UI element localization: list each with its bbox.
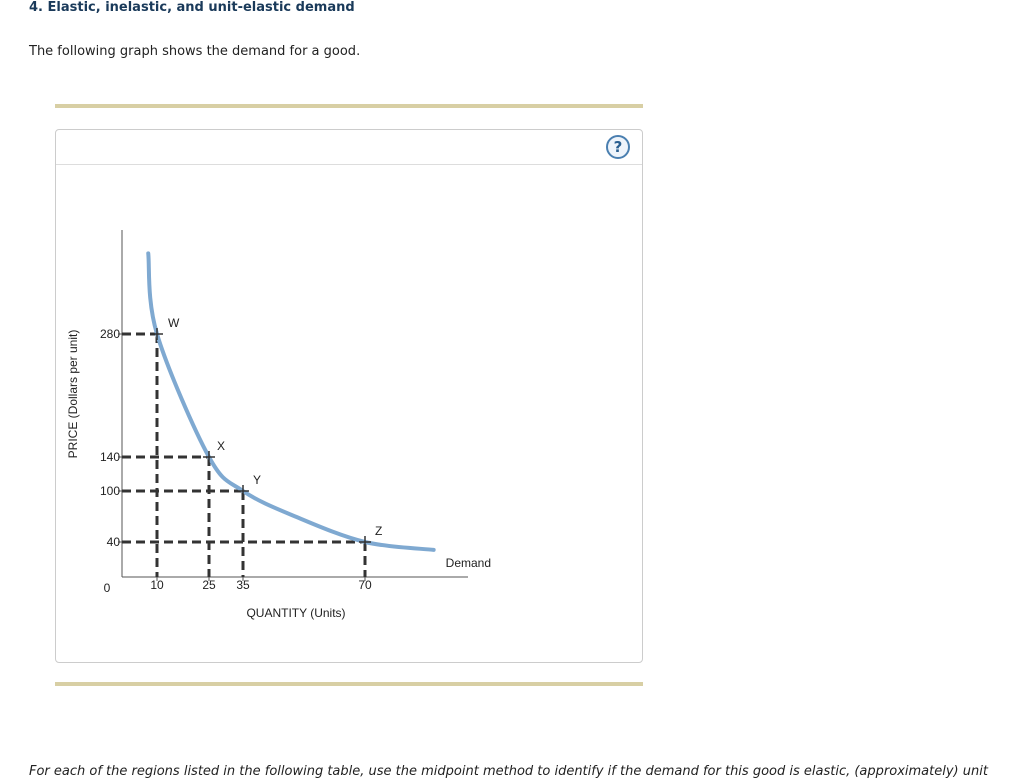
y-tick-label-100: 100 xyxy=(99,484,120,498)
y-axis-label: PRICE (Dollars per unit) xyxy=(66,329,80,459)
question-title: 4. Elastic, inelastic, and unit-elastic demand xyxy=(29,0,355,15)
help-button[interactable]: ? xyxy=(606,135,630,159)
instructions-text: For each of the regions listed in the following table, use the midpoint method to identify if the demand for this good is elastic, (approximately) unit xyxy=(29,764,988,779)
x-tick-label-35: 35 xyxy=(236,578,250,592)
y-tick-label-280: 280 xyxy=(99,327,120,341)
demand-curve-label: Demand xyxy=(445,555,492,570)
graph-panel xyxy=(55,129,643,663)
y-tick-label-40: 40 xyxy=(106,535,120,549)
origin-label: 0 xyxy=(103,581,111,595)
point-w-label: W xyxy=(168,316,180,330)
x-tick-label-70: 70 xyxy=(358,578,372,592)
x-tick-label-10: 10 xyxy=(150,578,164,592)
y-tick-label-140: 140 xyxy=(99,450,120,464)
point-w-marker xyxy=(151,328,163,340)
x-tick-label-25: 25 xyxy=(202,578,216,592)
demand-curve xyxy=(148,253,433,549)
point-x-label: X xyxy=(217,439,226,453)
question-intro: The following graph shows the demand for a good. xyxy=(29,44,361,59)
point-z-marker xyxy=(359,536,371,548)
x-axis-label: QUANTITY (Units) xyxy=(246,606,346,620)
point-y-label: Y xyxy=(253,473,262,487)
point-z-label: Z xyxy=(375,524,383,538)
top-divider xyxy=(55,104,643,108)
demand-chart xyxy=(56,130,642,662)
bottom-divider xyxy=(55,682,643,686)
